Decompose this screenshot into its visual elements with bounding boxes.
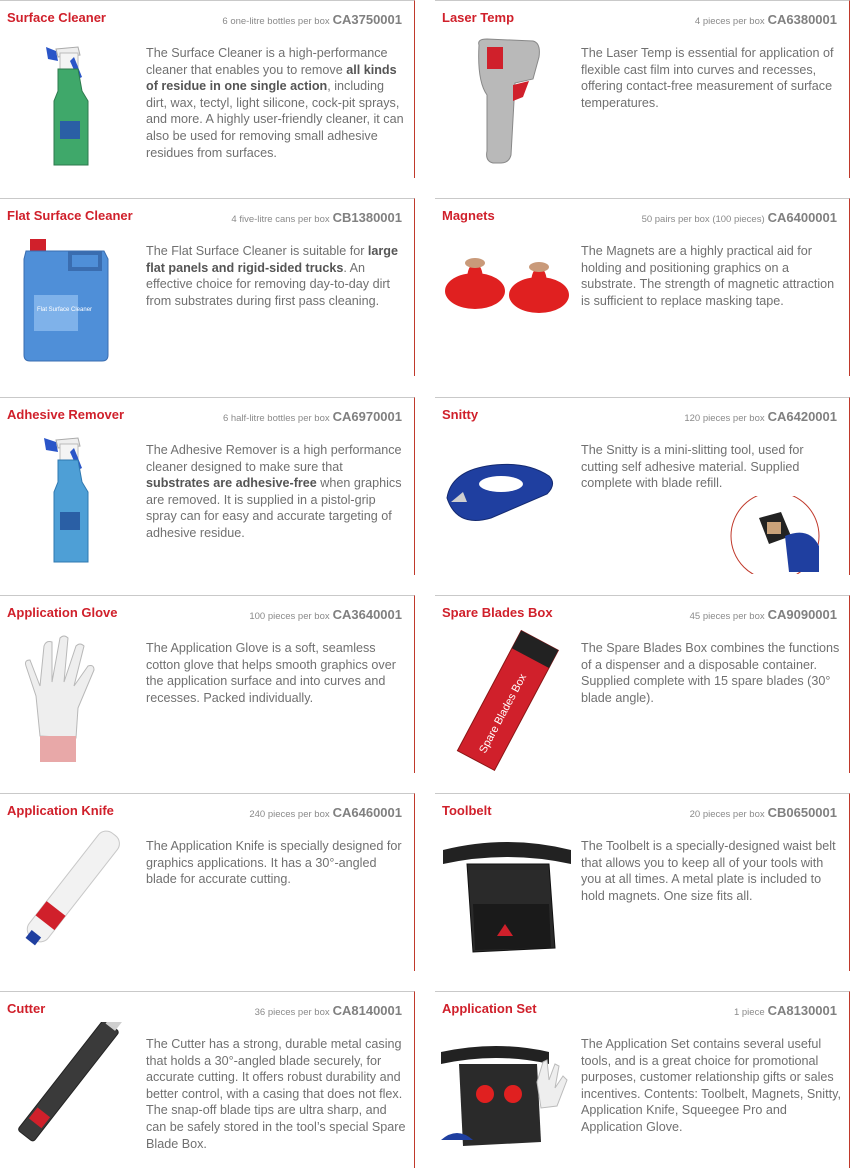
product-name: Laser Temp xyxy=(442,10,515,25)
product-card-cutter xyxy=(0,991,415,1168)
product-qty: 240 pieces per box xyxy=(249,809,330,820)
product-code: CA3640001 xyxy=(332,607,402,622)
product-name: Toolbelt xyxy=(442,803,492,818)
cutter-icon xyxy=(0,1022,140,1170)
product-description: The Application Glove is a soft, seamless cotton glove that helps smooth graphics over the application surface and into curves and recesses. Packed individually. xyxy=(146,641,396,705)
product-name: Flat Surface Cleaner xyxy=(7,208,133,223)
cleaner-can-icon xyxy=(0,229,140,377)
laser-thermometer-icon xyxy=(437,31,577,179)
product-meta xyxy=(249,805,402,820)
product-description: The Laser Temp is essential for application of flexible cast film into curves and recesses, offering contact-free measurement of surface temperatures. xyxy=(581,46,834,110)
knife-icon xyxy=(0,824,140,972)
product-code: CA6400001 xyxy=(767,210,837,225)
product-description: The Spare Blades Box combines the functions of a dispenser and a disposable container. Supplied complete with 15 spare blades (30° blade angle). xyxy=(581,641,840,705)
product-qty: 1 piece xyxy=(733,1007,765,1018)
product-meta xyxy=(695,12,837,27)
product-card-snitty xyxy=(435,397,850,575)
product-name: Cutter xyxy=(7,1001,46,1016)
product-description: The Flat Surface Cleaner is suitable for large flat panels and rigid-sided trucks. An effective choice for removing day-to-day dirt from substrates during first pass cleaning. xyxy=(146,244,399,308)
product-meta xyxy=(734,1003,837,1018)
box-label: Spare Blades Box xyxy=(477,672,530,756)
can-label: Flat Surface Cleaner xyxy=(37,307,93,313)
product-name: Application Set xyxy=(442,1001,537,1016)
snitty-tool-icon xyxy=(437,428,577,576)
product-meta xyxy=(255,1003,402,1018)
product-qty: 36 pieces per box xyxy=(254,1007,330,1018)
product-qty: 120 pieces per box xyxy=(684,413,765,424)
toolbelt-icon xyxy=(437,824,577,972)
product-meta xyxy=(249,607,402,622)
product-card-flat-surface-cleaner xyxy=(0,198,415,376)
product-code: CA6380001 xyxy=(767,12,837,27)
product-name: Application Knife xyxy=(7,803,114,818)
product-card-adhesive-remover xyxy=(0,397,415,575)
product-code: CA3750001 xyxy=(332,12,402,27)
product-card-laser-temp xyxy=(435,0,850,178)
product-qty: 4 pieces per box xyxy=(694,16,765,27)
product-description: The Toolbelt is a specially-designed waist belt that allows you to keep all of your tools with you at all times. A metal plate is included to hold magnets. One size fits all. xyxy=(581,839,836,903)
product-qty: 20 pieces per box xyxy=(689,809,765,820)
product-code: CA6460001 xyxy=(332,805,402,820)
product-card-application-glove xyxy=(0,595,415,773)
product-name: Application Glove xyxy=(7,605,118,620)
product-meta xyxy=(642,210,837,225)
product-code: CA6970001 xyxy=(332,409,402,424)
product-code: CA8130001 xyxy=(767,1003,837,1018)
product-card-application-set xyxy=(435,991,850,1168)
product-description: The Magnets are a highly practical aid for holding and positioning graphics on a substrate. The strength of magnetic attraction is sufficient to replace masking tape. xyxy=(581,244,835,308)
product-name: Spare Blades Box xyxy=(442,605,553,620)
product-meta xyxy=(684,409,837,424)
product-card-toolbelt xyxy=(435,793,850,971)
product-name: Snitty xyxy=(442,407,479,422)
product-description: The Application Set contains several useful tools, and is a great choice for promotional purposes, customer relationship gifts or sales incentives. Contents: Toolbelt, Magnets, Snitty, Application Knife, Squeegee Pro and Application Glove. xyxy=(581,1037,841,1134)
product-qty: 50 pairs per box (100 pieces) xyxy=(641,214,765,225)
spray-bottle-green-icon xyxy=(0,31,140,179)
product-name: Adhesive Remover xyxy=(7,407,125,422)
product-qty: 6 half-litre bottles per box xyxy=(222,413,330,424)
product-name: Magnets xyxy=(442,208,495,223)
product-code: CA9090001 xyxy=(767,607,837,622)
product-meta xyxy=(690,805,837,820)
application-set-icon xyxy=(437,1022,577,1170)
product-card-application-knife xyxy=(0,793,415,971)
blades-box-icon xyxy=(437,626,577,774)
product-code: CB0650001 xyxy=(767,805,837,820)
product-meta xyxy=(690,607,837,622)
product-code: CA6420001 xyxy=(767,409,837,424)
product-card-spare-blades-box xyxy=(435,595,850,773)
product-qty: 45 pieces per box xyxy=(689,611,765,622)
product-description: The Adhesive Remover is a high performance cleaner designed to make sure that substrates are adhesive-free when graphics are removed. It is supplied in a pistol-grip spray can for easy and accurate targeting of adhesive residue. xyxy=(146,443,402,540)
product-meta xyxy=(222,12,402,27)
product-code: CB1380001 xyxy=(332,210,402,225)
product-qty: 6 one-litre bottles per box xyxy=(222,16,330,27)
product-meta xyxy=(223,409,402,424)
product-card-magnets xyxy=(435,198,850,376)
glove-icon xyxy=(0,626,140,774)
product-qty: 100 pieces per box xyxy=(249,611,330,622)
product-card-surface-cleaner xyxy=(0,0,415,178)
product-qty: 4 five-litre cans per box xyxy=(231,214,330,225)
product-description: The Surface Cleaner is a high-performance cleaner that enables you to remove all kinds of residue in one single action, including dirt, wax, tectyl, light silicone, cock-pit sprays, and more. A highly user-friendly cleaner, it can also be used for removing small adhesive residues from surfaces. xyxy=(146,46,404,160)
product-description: The Application Knife is specially designed for graphics applications. It has a 30°-angled blade for accurate cutting. xyxy=(146,839,402,887)
product-description: The Snitty is a mini-slitting tool, used for cutting self adhesive material. Supplied complete with blade refill. xyxy=(581,443,804,491)
product-code: CA8140001 xyxy=(332,1003,402,1018)
snitty-detail-icon xyxy=(729,496,821,574)
magnets-icon xyxy=(437,229,577,377)
product-name: Surface Cleaner xyxy=(7,10,106,25)
product-meta xyxy=(231,210,402,225)
spray-bottle-blue-icon xyxy=(0,428,140,576)
product-description: The Cutter has a strong, durable metal casing that holds a 30°-angled blade securely, for accurate cutting. It offers robust durability and better control, with a casing that does not flex. The snap-off blade tips are ultra sharp, and can be safely stored in the tool’s special Spare Blade Box. xyxy=(146,1037,406,1151)
